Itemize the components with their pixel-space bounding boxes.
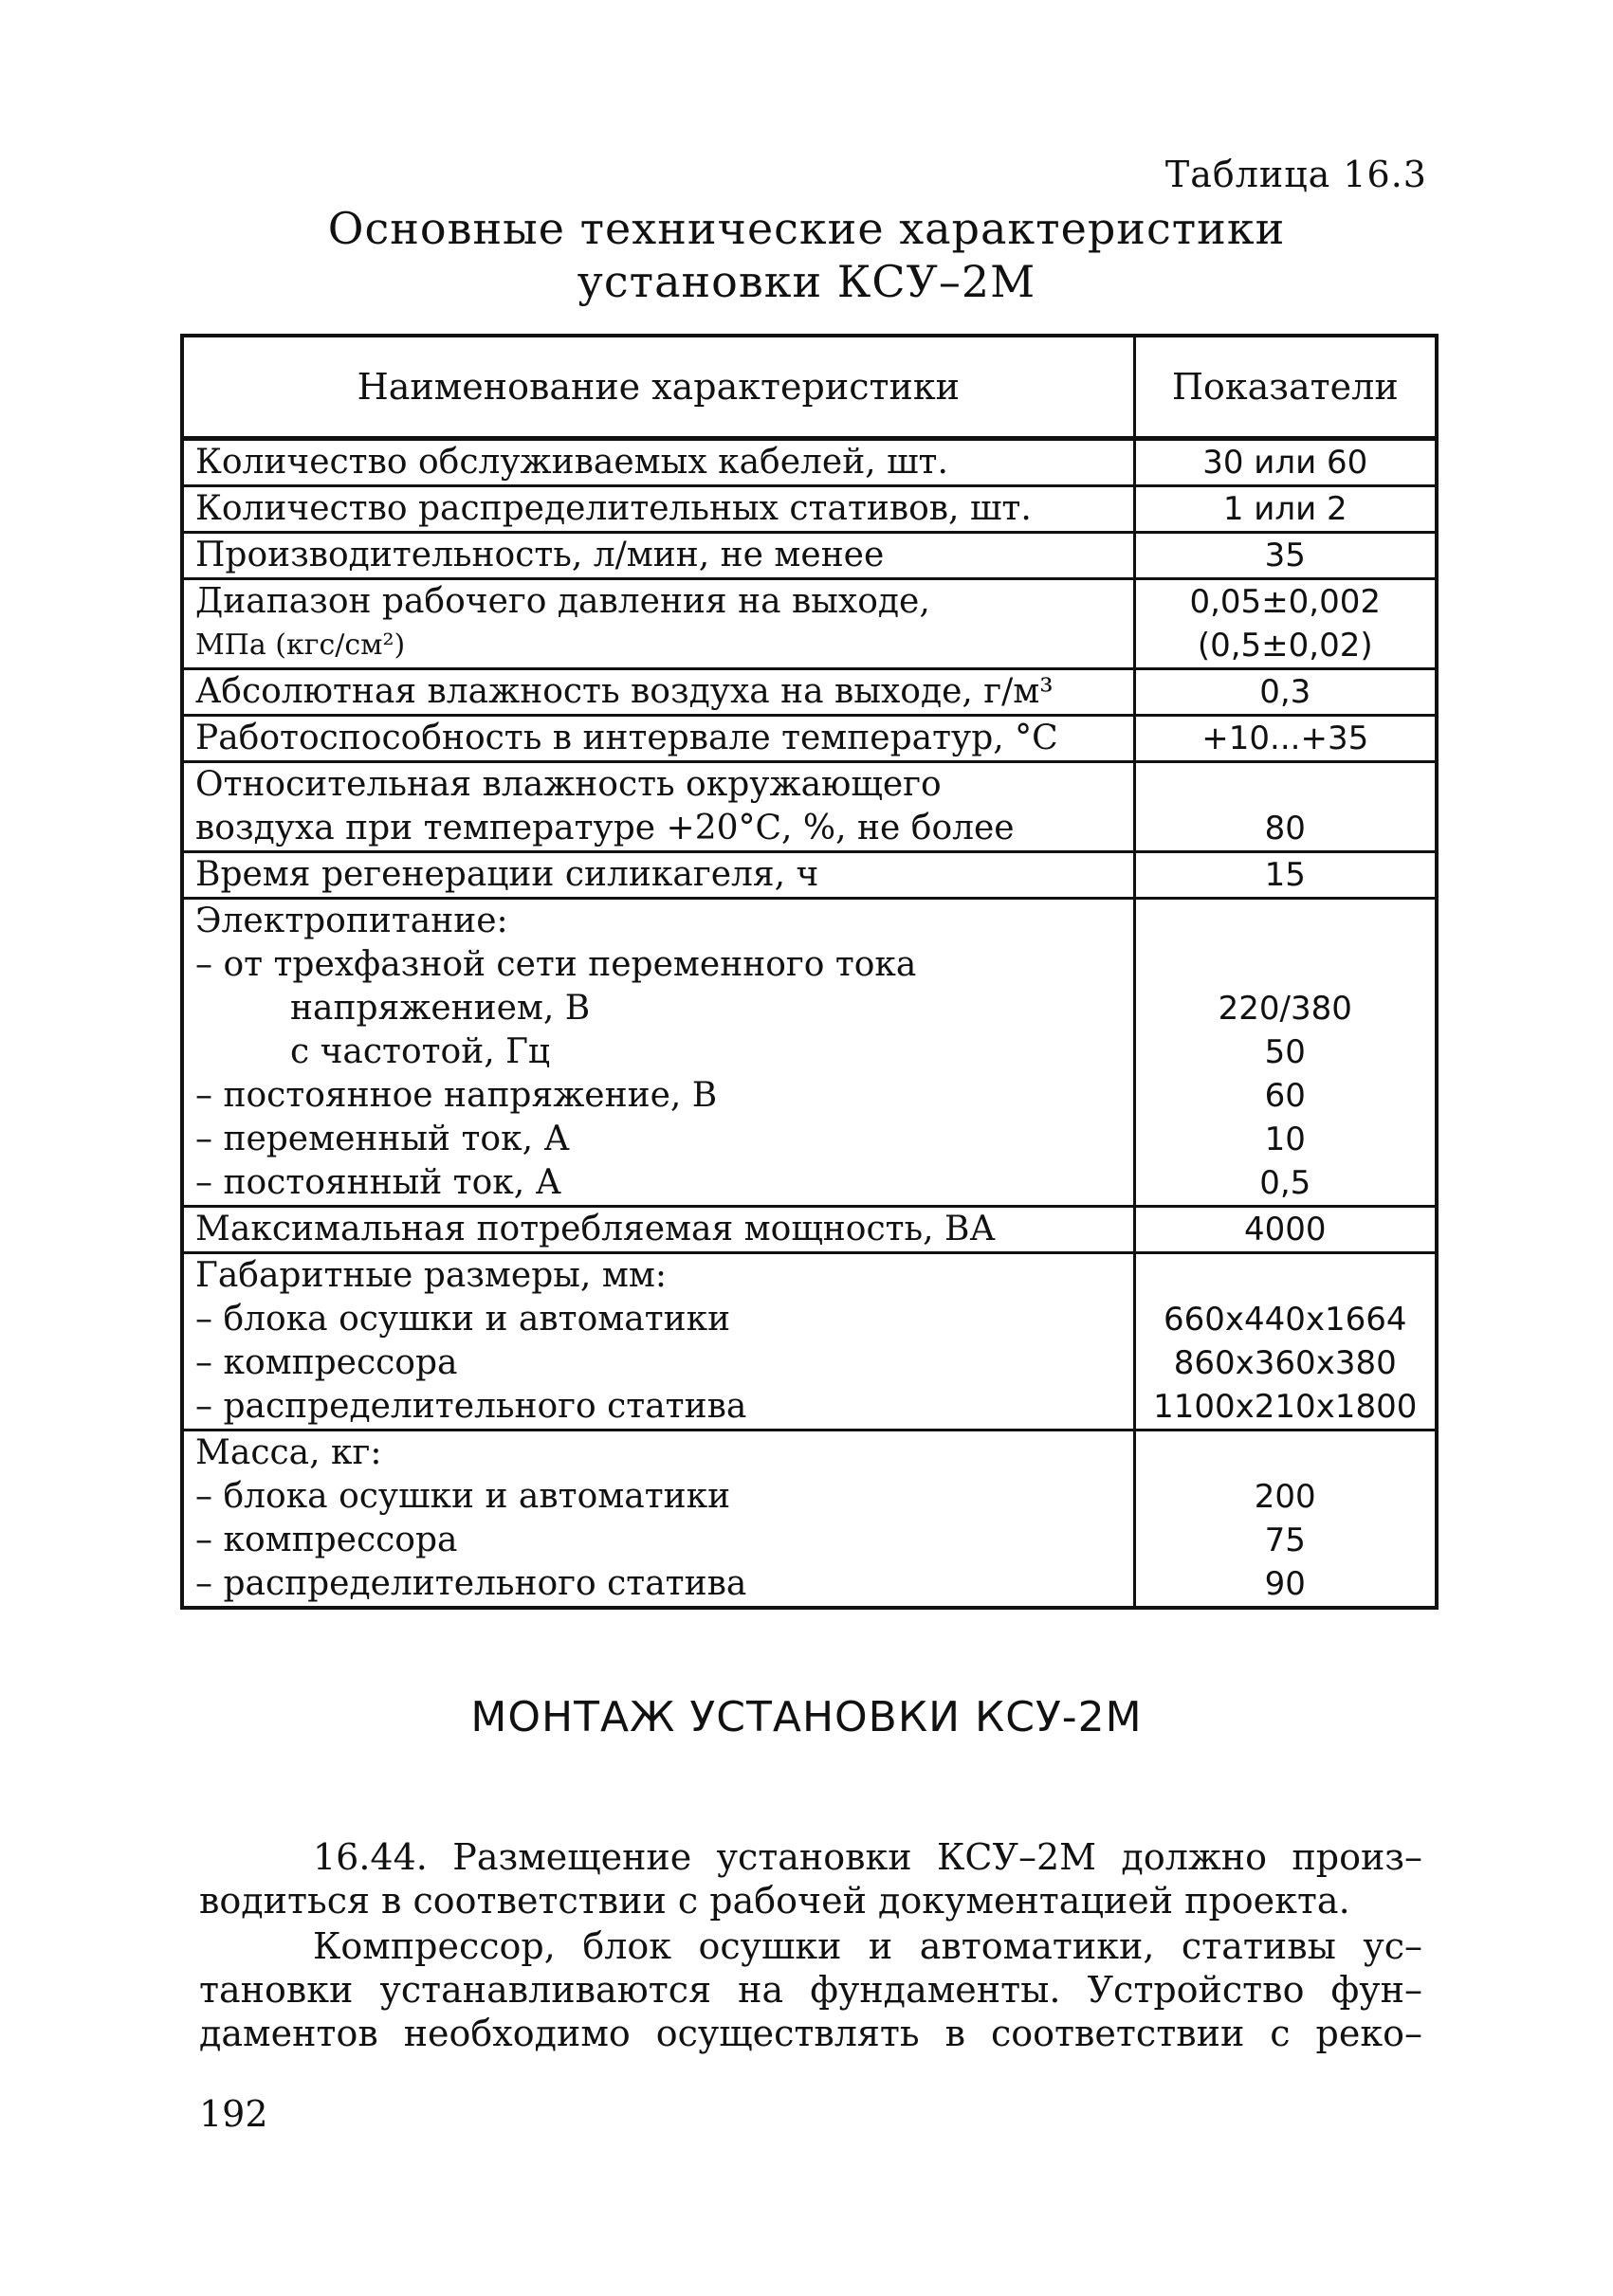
value-text: +10...+35: [1201, 720, 1369, 757]
value-cell: [1134, 579, 1437, 669]
characteristic-text: – блока осушки и автоматики: [195, 1477, 731, 1516]
characteristic-text: Электропитание:: [195, 902, 508, 940]
characteristic-cell: [182, 1430, 1134, 1609]
value-cell: [1134, 762, 1437, 852]
value-text: 50: [1264, 1033, 1306, 1071]
characteristic-text: – компрессора: [195, 1521, 458, 1559]
table-row: [182, 486, 1437, 533]
table-row: [182, 533, 1437, 579]
value-text: 660х440х1664: [1163, 1301, 1407, 1339]
paragraph-line: Компрессор, блок осушки и автоматики, стативы ус–: [313, 1925, 1422, 1967]
characteristic-cell: [182, 716, 1134, 762]
value-text: 4000: [1243, 1211, 1327, 1248]
value-cell: [1134, 669, 1437, 716]
table-row: [182, 1207, 1437, 1253]
value-text: 200: [1254, 1478, 1316, 1516]
characteristic-text: Количество распределительных стативов, шт.: [195, 489, 1032, 528]
characteristic-text: – от трехфазной сети переменного тока: [195, 945, 917, 984]
characteristic-text: Работоспособность в интервале температур, °С: [195, 719, 1058, 757]
paragraph: [199, 1835, 1422, 1922]
characteristic-cell: [182, 1253, 1134, 1430]
table-row: [182, 1430, 1437, 1609]
characteristic-text: Относительная влажность окружающего: [195, 765, 942, 804]
characteristic-text: Диапазон рабочего давления на выходе,: [195, 582, 930, 621]
value-text: 0,3: [1259, 673, 1311, 711]
value-text: 10: [1264, 1121, 1306, 1158]
characteristic-cell: [182, 533, 1134, 579]
table-row: [182, 852, 1437, 899]
table-title: [0, 202, 1613, 308]
header-characteristic: Наименование характеристики: [182, 336, 1134, 439]
value-text: 1 или 2: [1222, 490, 1347, 528]
table-title-line: Основные технические характеристики: [327, 203, 1286, 254]
value-cell: [1134, 1253, 1437, 1430]
value-text: [1136, 1431, 1436, 1475]
characteristic-cell: [182, 852, 1134, 899]
characteristic-text: – блока осушки и автоматики: [195, 1300, 731, 1339]
value-cell: [1134, 533, 1437, 579]
characteristic-text: Максимальная потребляемая мощность, ВА: [195, 1210, 996, 1248]
table-title-line: установки КСУ–2М: [577, 256, 1036, 307]
section-heading: МОНТАЖ УСТАНОВКИ КСУ-2М: [470, 1693, 1143, 1741]
characteristic-text: с частотой, Гц: [290, 1032, 551, 1071]
value-text: 60: [1264, 1077, 1306, 1115]
page-number: 192: [199, 2093, 268, 2135]
value-text: [1136, 943, 1436, 987]
paragraph-line: даментов необходимо осуществлять в соответствии с реко–: [199, 2013, 1422, 2054]
characteristic-cell: [182, 486, 1134, 533]
characteristic-text: Масса, кг:: [195, 1433, 382, 1472]
value-cell: [1134, 486, 1437, 533]
characteristic-text: напряжением, В: [290, 989, 591, 1028]
header-values: Показатели: [1134, 336, 1437, 439]
value-cell: [1134, 1430, 1437, 1609]
value-text: (0,5±0,02): [1197, 627, 1373, 665]
table-row: [182, 899, 1437, 1207]
characteristic-cell: [182, 439, 1134, 486]
characteristic-text: Производительность, л/мин, не менее: [195, 536, 885, 574]
value-text: 0,5: [1259, 1164, 1311, 1202]
table-row: [182, 669, 1437, 716]
characteristic-text: – распределительного статива: [195, 1564, 747, 1603]
characteristic-cell: [182, 762, 1134, 852]
characteristic-text: Количество обслуживаемых кабелей, шт.: [195, 443, 948, 482]
characteristic-text: МПа (кгс/см²): [195, 629, 406, 662]
characteristic-text: – постоянное напряжение, В: [195, 1076, 718, 1115]
paragraph-line: 16.44. Размещение установки КСУ–2М должно произ–: [313, 1836, 1422, 1878]
value-cell: [1134, 439, 1437, 486]
value-text: 15: [1264, 856, 1306, 894]
characteristic-text: – распределительного статива: [195, 1387, 747, 1426]
characteristic-text: – компрессора: [195, 1343, 458, 1382]
value-text: 75: [1264, 1522, 1306, 1559]
table-row: [182, 762, 1437, 852]
value-text: [1136, 900, 1436, 943]
characteristic-cell: [182, 1207, 1134, 1253]
table-header-row: [182, 336, 1437, 439]
characteristic-text: – переменный ток, А: [195, 1120, 570, 1158]
specifications-table: [180, 334, 1439, 1610]
table-row: [182, 579, 1437, 669]
value-text: 30 или 60: [1202, 444, 1368, 482]
value-text: 35: [1264, 537, 1306, 574]
paragraph-line: тановки устанавливаются на фундаменты. Устройство фун–: [199, 1969, 1422, 2011]
table-row: [182, 439, 1437, 486]
value-text: 90: [1264, 1565, 1306, 1603]
value-text: 0,05±0,002: [1189, 583, 1382, 621]
paragraph-line: водиться в соответствии с рабочей документацией проекта.: [199, 1880, 1350, 1922]
value-text: 860х360х380: [1173, 1344, 1397, 1382]
value-cell: [1134, 716, 1437, 762]
value-text: [1136, 763, 1436, 807]
characteristic-text: – постоянный ток, А: [195, 1163, 561, 1202]
characteristic-text: Абсолютная влажность воздуха на выходе, г/м³: [195, 672, 1054, 711]
characteristic-cell: [182, 669, 1134, 716]
characteristic-text: Время регенерации силикагеля, ч: [195, 855, 819, 894]
value-cell: [1134, 899, 1437, 1207]
table-number: Таблица 16.3: [1164, 154, 1427, 195]
value-cell: [1134, 1207, 1437, 1253]
characteristic-cell: [182, 579, 1134, 669]
value-cell: [1134, 852, 1437, 899]
value-text: 80: [1264, 810, 1306, 847]
characteristic-text: Габаритные размеры, мм:: [195, 1256, 667, 1295]
paragraph: [199, 1924, 1422, 2055]
value-text: 1100х210х1800: [1153, 1388, 1418, 1426]
value-text: 220/380: [1218, 990, 1352, 1028]
table-row: [182, 1253, 1437, 1430]
value-text: [1136, 1254, 1436, 1298]
table-row: [182, 716, 1437, 762]
characteristic-cell: [182, 899, 1134, 1207]
characteristic-text: воздуха при температуре +20°С, %, не более: [195, 809, 1015, 847]
